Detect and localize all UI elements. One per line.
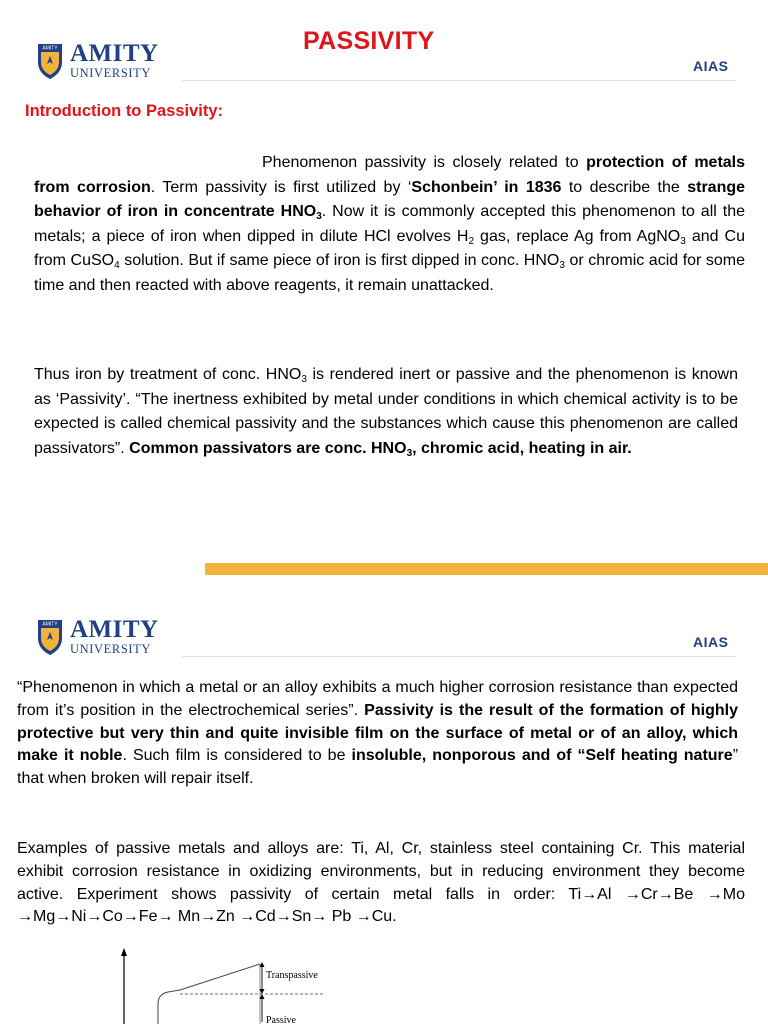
header-rule-2 bbox=[182, 656, 736, 657]
slide-divider bbox=[205, 563, 768, 575]
page-title: PASSIVITY bbox=[303, 27, 435, 55]
examples-paragraph: Examples of passive metals and alloys are: Ti, Al, Cr, stainless steel containing Cr. This material exhibit corrosion resistance in oxidizing environments, but in reducing environment they become active. Experiment shows passivity of certain metal falls in order: Ti→Al →Cr→Be →Mo →Mg→Ni→Co→Fe→ Mn→Zn →Cd→Sn→ Pb →Cu. bbox=[17, 840, 745, 926]
section-subtitle: Introduction to Passivity: bbox=[25, 102, 224, 120]
polarization-curve bbox=[158, 964, 260, 1024]
logo-sub: UNIVERSITY bbox=[70, 641, 151, 656]
transpassive-label: Transpassive bbox=[266, 970, 318, 981]
logo-sub: UNIVERSITY bbox=[70, 65, 151, 80]
intro-paragraph-2: Thus iron by treatment of conc. $HNO_3$ is rendered inert or passive and the phenomenon is known as ‘Passivity’. “The inertness exhibited by metal under conditions in which chemical activity is to be expected is called chemical passivity and the substances which cause this phenomenon are called passivators”. Common passivators are conc. $HNO_3$, chromic acid, heating in air. bbox=[34, 366, 739, 459]
amity-logo bbox=[36, 40, 159, 80]
logo-badge-text: AMITY bbox=[42, 45, 58, 52]
logo-name: AMITY bbox=[70, 615, 159, 643]
logo-name: AMITY bbox=[70, 39, 159, 67]
definition-paragraph: “Phenomenon in which a metal or an alloy exhibits a much higher corrosion resistance than expected from it’s position in the electrochemical series”. Passivity is the result of the formation of highly protective but very thin and quite invisible film on the surface of metal or of an alloy, which make it noble. Such film is considered to be insoluble, nonporous and of “Self heating nature” that when broken will repair itself. bbox=[17, 679, 739, 788]
passivity-diagram bbox=[110, 944, 360, 1024]
header-rule bbox=[182, 80, 736, 81]
intro-paragraph-1: Phenomenon passivity is closely related to protection of metals from corrosion. Term passivity is first utilized by ‘Schonbein’ in 1836 to describe the strange behavior of iron in concentrate $HNO_3$. Now it is commonly accepted this phenomenon to all the metals; a piece of iron when dipped in dilute HCl evolves $H_2$ gas, replace Ag from AgNO$_3$ and Cu from CuSO$_4$ solution. But if same piece of iron is first dipped in conc. $HNO_3$ or chromic acid for some time and then reacted with above reagents, it remain unattacked. bbox=[34, 154, 746, 294]
amity-shield-icon bbox=[36, 616, 64, 656]
passive-label: Passive bbox=[266, 1015, 296, 1024]
y-axis-arrow-icon bbox=[121, 948, 127, 956]
amity-shield-icon bbox=[36, 40, 64, 80]
aias-label: AIAS bbox=[693, 58, 729, 74]
amity-logo-2 bbox=[36, 616, 159, 656]
aias-label-2: AIAS bbox=[693, 634, 729, 650]
logo-badge-text: AMITY bbox=[42, 621, 58, 628]
